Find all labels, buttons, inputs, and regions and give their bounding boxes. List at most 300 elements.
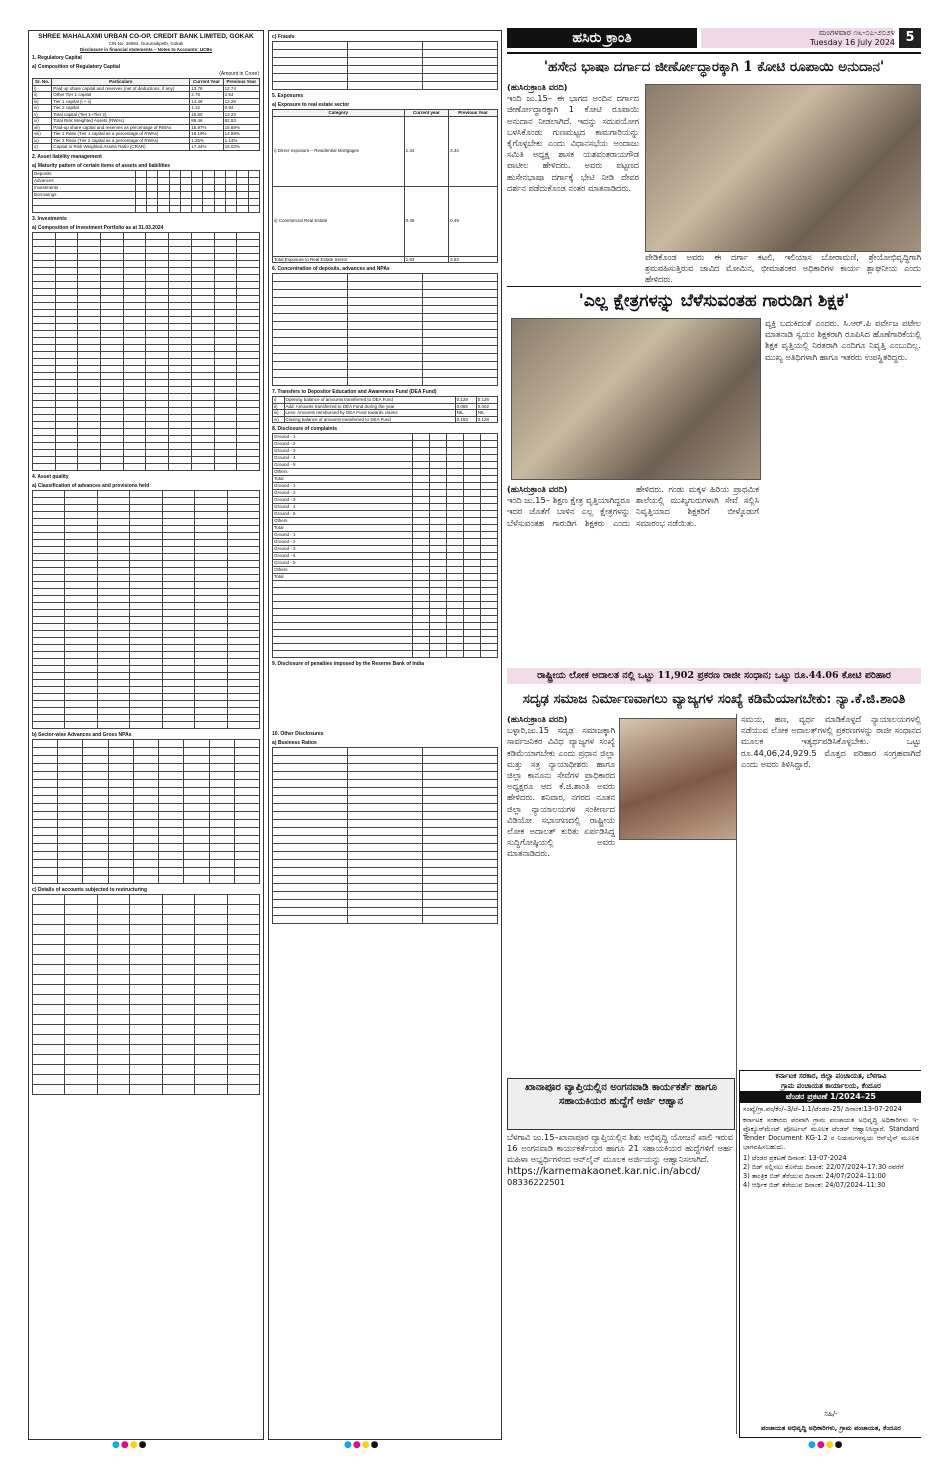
cell <box>33 637 65 644</box>
cell: 0.126 <box>476 397 497 404</box>
cell <box>423 788 498 796</box>
cell <box>191 337 214 344</box>
cell <box>33 867 58 875</box>
cell <box>446 644 463 651</box>
cell <box>33 351 56 358</box>
cell <box>209 763 234 771</box>
cell <box>227 553 259 560</box>
cell <box>227 1044 259 1054</box>
headline-dargah: 'ಹಸೇನ ಭಾಷಾ ದರ್ಗಾದ ಜೀರ್ಣೋದ್ಧಾರಕ್ಕಾಗಿ 1 ಕೋಟಿ ರೂಪಾಯಿ ಅನುದಾನ' <box>543 59 885 75</box>
cell: 14.89% <box>223 131 259 138</box>
cell <box>97 518 129 525</box>
cell <box>130 581 162 588</box>
cell <box>226 198 237 205</box>
cell <box>65 574 97 581</box>
cell <box>123 372 146 379</box>
cell <box>463 609 480 616</box>
cell <box>123 316 146 323</box>
cell <box>480 483 497 490</box>
cell <box>97 588 129 595</box>
cell <box>55 351 78 358</box>
cell <box>195 574 227 581</box>
cell <box>65 630 97 637</box>
table-row <box>33 428 260 435</box>
cell <box>195 546 227 553</box>
cell <box>97 651 129 658</box>
cell <box>33 309 56 316</box>
cell <box>123 456 146 463</box>
cell <box>192 198 203 205</box>
cell <box>191 400 214 407</box>
table-row <box>33 177 260 184</box>
cell <box>97 665 129 672</box>
maturity-table <box>32 170 260 213</box>
cell <box>237 267 260 274</box>
cell <box>227 637 259 644</box>
cell <box>123 386 146 393</box>
cell: Ground - 3 <box>273 448 413 455</box>
table-row <box>273 836 498 844</box>
cell <box>227 894 259 904</box>
cell <box>237 400 260 407</box>
cell <box>78 379 101 386</box>
ad-text: ಬೆಳಗಾವಿ ಜು.15–ಖಾನಾಪೂರ ವ್ಯಾಪ್ತಿಯಲ್ಲಿನ ಶಿಶು ಅಭಿವೃದ್ಧಿ ಯೋಜನೆ ಖಾಲಿ ಇರುವ 16 ಅಂಗನವಾಡಿ ಕಾರ್ಯಕರ್ತೆಯರ ಹಾಗೂ 21 ಸಹಾಯಕಿಯರ ಹುದ್ದೆಗಳಿಗೆ ಅರ್ಹ ಮಹಿಳಾ ಅಭ್ಯರ್ಥಿಗಳಿಂದ ಆನ್‌ಲೈನ್ ಮೂಲಕ ಅರ್ಜಿಯನ್ನು ಆಹ್ವಾನಿಸಲಾಗಿದೆ. <box>507 1132 733 1165</box>
cell <box>108 755 133 763</box>
cell <box>97 721 129 728</box>
cell <box>237 351 260 358</box>
cell <box>65 532 97 539</box>
table-row <box>33 623 260 630</box>
cell <box>273 772 348 780</box>
registration-dots: ●●●● <box>808 1440 844 1450</box>
cell <box>130 588 162 595</box>
cell <box>162 525 194 532</box>
cell <box>33 693 65 700</box>
cell <box>97 964 129 974</box>
table-row <box>33 184 260 191</box>
table-row <box>33 1044 260 1054</box>
cell <box>412 462 429 469</box>
cell <box>133 739 158 747</box>
cell <box>227 707 259 714</box>
cell <box>123 232 146 239</box>
cell <box>55 372 78 379</box>
cell: i) <box>33 85 52 92</box>
cell <box>108 763 133 771</box>
cell: Others <box>273 518 413 525</box>
cell <box>146 323 169 330</box>
cell <box>65 1004 97 1014</box>
ratios-table <box>272 747 498 924</box>
cell <box>146 442 169 449</box>
cell <box>123 400 146 407</box>
cell <box>65 616 97 623</box>
cell <box>58 779 83 787</box>
table-row <box>33 739 260 747</box>
cell <box>227 721 259 728</box>
table-row <box>273 637 498 644</box>
section-business-ratios: a) Business Ratios <box>272 740 317 746</box>
cell <box>130 560 162 567</box>
cell <box>169 170 180 177</box>
table-row <box>273 397 498 404</box>
table-row <box>33 944 260 954</box>
cell <box>348 378 423 386</box>
cell <box>55 435 78 442</box>
cell <box>108 835 133 843</box>
cell <box>33 944 65 954</box>
cell: ii) <box>273 403 285 410</box>
cell <box>97 686 129 693</box>
cell <box>273 623 413 630</box>
cell <box>135 170 146 177</box>
cell <box>192 170 203 177</box>
cell <box>130 490 162 497</box>
cell <box>237 323 260 330</box>
cell <box>33 651 65 658</box>
table-row <box>33 994 260 1004</box>
table-row <box>33 811 260 819</box>
table-row <box>33 1004 260 1014</box>
table-row <box>33 393 260 400</box>
cell <box>214 344 237 351</box>
cell <box>195 567 227 574</box>
cell <box>237 365 260 372</box>
cell <box>412 497 429 504</box>
cell <box>237 288 260 295</box>
cell <box>209 795 234 803</box>
cell <box>423 274 498 282</box>
cell <box>412 560 429 567</box>
cell <box>123 421 146 428</box>
cell <box>133 811 158 819</box>
cell <box>446 623 463 630</box>
table-row <box>33 274 260 281</box>
cell <box>78 316 101 323</box>
cell <box>214 414 237 421</box>
cell <box>162 1024 194 1034</box>
cell <box>123 302 146 309</box>
cell <box>348 756 423 764</box>
cell <box>83 755 108 763</box>
cell <box>463 644 480 651</box>
cell <box>423 868 498 876</box>
cell <box>273 836 348 844</box>
cell <box>273 651 413 658</box>
table-row <box>33 984 260 994</box>
cell <box>55 309 78 316</box>
cell <box>214 407 237 414</box>
cell <box>195 686 227 693</box>
cell <box>130 602 162 609</box>
cell <box>214 170 225 177</box>
cell <box>159 859 184 867</box>
cell <box>237 449 260 456</box>
disclosure-title: Disclosure in financial statements – Notes to Accounts: UCBs <box>79 46 213 52</box>
cell <box>146 281 169 288</box>
cell <box>184 755 209 763</box>
cell <box>135 205 146 212</box>
cell <box>480 511 497 518</box>
cell: NIL <box>455 410 476 417</box>
cell <box>184 843 209 851</box>
cell <box>83 819 108 827</box>
col-header: Previous Year <box>449 110 498 117</box>
cell <box>348 274 423 282</box>
cell <box>412 630 429 637</box>
cell <box>108 827 133 835</box>
cell <box>97 490 129 497</box>
cell <box>65 595 97 602</box>
cell <box>65 894 97 904</box>
cell <box>135 177 146 184</box>
cell <box>97 525 129 532</box>
cell <box>429 434 446 441</box>
table-row <box>33 302 260 309</box>
cell <box>162 518 194 525</box>
cell <box>97 553 129 560</box>
cell <box>227 651 259 658</box>
cell <box>108 739 133 747</box>
cell <box>423 74 498 82</box>
cell <box>58 835 83 843</box>
cell <box>55 253 78 260</box>
cell: 3.83 <box>449 256 498 263</box>
cell <box>33 407 56 414</box>
cell <box>97 984 129 994</box>
cell <box>227 623 259 630</box>
cell <box>227 574 259 581</box>
cell <box>195 672 227 679</box>
story-teacher-side: ವ್ಯಕ್ತಿ ಬದುಕಿದಂತೆ ಎಂದರು. ಸಿ.ಆರ್.ಪಿ ಪರ್ವೇಜ ಪಟೇಲ ಮಾತನಾಡಿ ಸ್ವಯಂ ಶಿಕ್ಷಕರಾಗಿ ರೂಪಿಸಿದ ಹೊಣೆಗಾರಿಕೆಯಲ್ಲಿ ಶಿಕ್ಷಕ ವೃತ್ತಿಯಲ್ಲಿ ನಿರತರಾಗಿ ಎಂದಿಗೂ ನಿವೃತ್ತಿ ಎಂಬುದಿಲ್ಲ. ಮುಖ್ಯ ಅತಿಥಿಗಳಾಗಿ ಹಾಗೂ ಇತರರು ಉಪಸ್ಥಿತರಿದ್ದರು. <box>765 318 921 362</box>
cell <box>97 602 129 609</box>
cell <box>97 1054 129 1064</box>
table-row <box>273 852 498 860</box>
cell <box>412 644 429 651</box>
cell <box>33 616 65 623</box>
cell <box>234 795 259 803</box>
cell <box>423 756 498 764</box>
cell <box>55 267 78 274</box>
cell <box>97 707 129 714</box>
cell <box>423 82 498 90</box>
table-row <box>33 588 260 595</box>
frauds-table <box>272 41 498 90</box>
cell <box>214 288 237 295</box>
cell <box>412 602 429 609</box>
table-row <box>273 483 498 490</box>
cell <box>83 811 108 819</box>
cell <box>195 904 227 914</box>
cell <box>130 1024 162 1034</box>
cell <box>227 700 259 707</box>
table-row <box>273 804 498 812</box>
cell <box>195 1064 227 1074</box>
cell <box>101 344 124 351</box>
table-row <box>33 337 260 344</box>
cell <box>180 184 191 191</box>
table-row <box>273 330 498 338</box>
cell <box>463 637 480 644</box>
section-deaf: 7. Transfers to Depositor Education and Awareness Fund (DEA Fund) <box>272 389 437 395</box>
cell <box>33 1084 65 1094</box>
cell <box>78 435 101 442</box>
cell <box>33 707 65 714</box>
cell <box>78 407 101 414</box>
cell <box>195 964 227 974</box>
cell <box>130 1044 162 1054</box>
cell <box>162 644 194 651</box>
cell <box>130 665 162 672</box>
cell <box>169 274 192 281</box>
reg-line: CIN No. 26984, Gurunaikpeth, Gokak <box>108 41 184 46</box>
cell <box>423 362 498 370</box>
cell <box>65 588 97 595</box>
cell <box>214 463 237 470</box>
cell <box>237 260 260 267</box>
cell <box>169 379 192 386</box>
cell <box>463 588 480 595</box>
cell <box>146 393 169 400</box>
cell <box>123 407 146 414</box>
cell <box>33 330 56 337</box>
cell <box>169 281 192 288</box>
cell <box>234 739 259 747</box>
cell <box>97 567 129 574</box>
cell <box>130 658 162 665</box>
cell <box>429 497 446 504</box>
story-text: ಇಂದಿ ಜು.15– ಶಿಕ್ಷಣ ಕ್ಷೇತ್ರ ವೃತ್ತಿಯಾಗಿದ್ದರೂ ಇದರ ಜೊತೆಗೆ ಬಾಳಿನ ಎಲ್ಲ ಕ್ಷೇತ್ರಗಳನ್ನು ಬೆಳೆಸುವಂತಹ ಗಾರುಡಿಗ ಶಿಕ್ಷಕರು ಎಂದು ಹೇಳಿದರು. ಗಂಡು ಮಕ್ಕಳ ಹಿರಿಯ ಪ್ರಾಥಮಿಕ ಶಾಲೆಯಲ್ಲಿ ಮುಖ್ಯಗುರುಗಳಾಗಿ ಸೇವೆ ಸಲ್ಲಿಸಿ ನಿವೃತ್ತಿಯಾದ ಶಿಕ್ಷಕರಿಗೆ ಬೀಳ್ಕೊಡುಗೆ ಸಮಾರಂಭ ನಡೆಯಿತು. <box>507 484 759 528</box>
cell <box>234 811 259 819</box>
cell <box>227 525 259 532</box>
cell <box>463 651 480 658</box>
cell <box>191 379 214 386</box>
cell <box>146 407 169 414</box>
cell <box>33 672 65 679</box>
cell: 1.83 <box>404 256 449 263</box>
cell <box>423 804 498 812</box>
cell <box>33 239 56 246</box>
cell <box>237 198 248 205</box>
cell <box>273 820 348 828</box>
cell <box>135 198 146 205</box>
cell <box>226 191 237 198</box>
cell <box>429 490 446 497</box>
cell <box>33 954 65 964</box>
cell <box>273 637 413 644</box>
cell <box>133 763 158 771</box>
cell <box>191 295 214 302</box>
cell <box>146 456 169 463</box>
cell <box>169 400 192 407</box>
cell <box>237 246 260 253</box>
table-row <box>33 358 260 365</box>
table-row <box>33 372 260 379</box>
date-english: Tuesday 16 July 2024 <box>809 38 895 47</box>
tender-header2: ಗ್ರಾಮ ಪಂಚಾಯತ ಕಾರ್ಯಾಲಯ, ಕೆಂದೂರ <box>781 1082 881 1090</box>
cell: 0.065 <box>455 403 476 410</box>
cell <box>227 914 259 924</box>
cell <box>180 177 191 184</box>
cell <box>429 546 446 553</box>
cell <box>195 497 227 504</box>
cell <box>423 58 498 66</box>
cell <box>195 651 227 658</box>
cell <box>33 827 58 835</box>
cell <box>195 588 227 595</box>
table-row <box>33 679 260 686</box>
section-penalties: 9. Disclosure of penalties imposed by the Reserve Bank of India <box>272 661 424 667</box>
table-row <box>273 354 498 362</box>
cell <box>65 944 97 954</box>
cell <box>169 246 192 253</box>
cell: Other Tier 1 capital <box>52 92 190 99</box>
cell <box>195 721 227 728</box>
cell <box>97 560 129 567</box>
table-row <box>273 868 498 876</box>
cell <box>78 337 101 344</box>
cell <box>273 290 348 298</box>
table-row <box>33 330 260 337</box>
cell: v) <box>33 111 52 118</box>
cell <box>480 553 497 560</box>
cell <box>227 1064 259 1074</box>
table-row <box>273 116 498 186</box>
cell: Investments <box>33 184 136 191</box>
cell <box>227 595 259 602</box>
cell <box>65 546 97 553</box>
cell: 2.78 <box>190 92 223 99</box>
cell <box>55 358 78 365</box>
cell <box>78 442 101 449</box>
table-row <box>33 124 260 131</box>
cell <box>123 379 146 386</box>
cell: vii) <box>33 124 52 131</box>
cell <box>214 177 225 184</box>
cell <box>234 867 259 875</box>
cell <box>348 860 423 868</box>
cell <box>133 827 158 835</box>
cell <box>133 859 158 867</box>
cell: Tier 1 capital (i + ii) <box>52 98 190 105</box>
cell <box>146 449 169 456</box>
table-row <box>273 476 498 483</box>
cell <box>158 184 169 191</box>
table-row <box>33 309 260 316</box>
cell <box>97 630 129 637</box>
cell <box>214 393 237 400</box>
cell: Ground - 2 <box>273 441 413 448</box>
cell: Ground - 4 <box>273 553 413 560</box>
table-row <box>33 442 260 449</box>
cell <box>214 267 237 274</box>
cell <box>55 400 78 407</box>
cell <box>480 623 497 630</box>
cell <box>162 623 194 630</box>
cell <box>78 365 101 372</box>
cell <box>480 651 497 658</box>
table-row <box>273 595 498 602</box>
cell <box>226 170 237 177</box>
tender-date: 4) ಆರ್ಥಿಕ ಬಿಡ್ ತೆರೆಯುವ ದಿನಾಂಕ: 24/07/2024–11:30 <box>743 1181 886 1189</box>
cell <box>169 191 180 198</box>
cell <box>97 679 129 686</box>
cell <box>83 859 108 867</box>
cell <box>130 994 162 1004</box>
cell <box>480 455 497 462</box>
cell <box>133 771 158 779</box>
cell <box>429 644 446 651</box>
